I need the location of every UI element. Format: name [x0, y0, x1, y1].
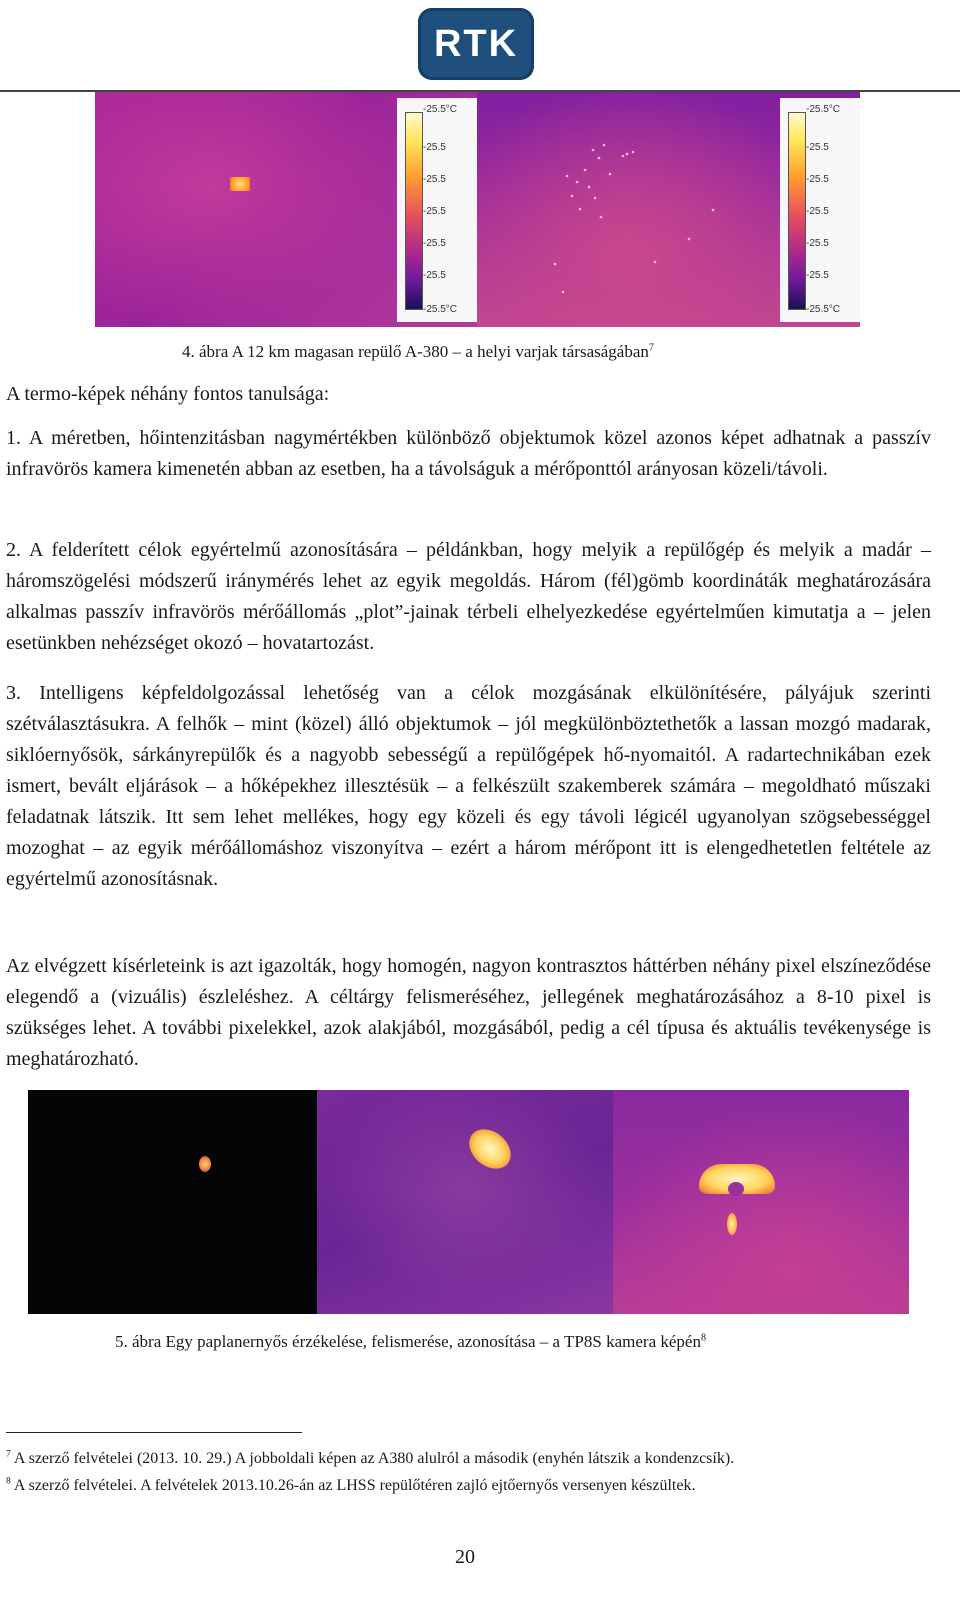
- logo-text: RTK: [433, 23, 519, 65]
- scale-label: -25.5°C: [806, 304, 841, 315]
- scale-label: -25.5°C: [423, 104, 458, 115]
- footnote-text: A szerző felvételei (2013. 10. 29.) A jobboldali képen az A380 alulról a második (enyhén látszik a kondenzcsík).: [13, 1450, 735, 1467]
- scale-label: -25.5: [423, 174, 446, 185]
- scale-label: -25.5: [806, 142, 829, 153]
- thermal-image-hotspot: [95, 92, 477, 327]
- scale-label: -25.5: [423, 238, 446, 249]
- detection-blob: [199, 1156, 211, 1172]
- paragraph-3: 3. Intelligens képfeldolgozással lehetőség van a célok mozgásának elkülönítésére, pályájuk szerinti szétválasztásukra. A felhők – mint (közel) álló objektumok – jól megkülönböztethetők a lassan mozgó madarak, siklóernyősök, sárkányrepülők és a nagyobb sebességű a repülőgépek hő-nyomaitól. A radartechnikában ezek ismert, bevált eljárások – a hőképekhez illesztésük – a felkészült szakemberek számára – megoldható műszaki feladatnak látszik. Itt sem lehet mellékes, hogy egy közeli és egy távoli légicél ugyanolyan szögsebességgel mozoghat – az egyik mérőállomáshoz viszonyítva – ezért a három mérőpont itt is elengedhetetlen feltétele az egyértelmű azonosításnak.: [6, 682, 931, 890]
- footnote-divider: [6, 1432, 302, 1433]
- scale-label: -25.5: [806, 270, 829, 281]
- colorbar: [405, 112, 423, 310]
- footnote-text: A szerző felvételei. A felvételek 2013.10.26-án az LHSS repülőtéren zajló ejtőernyős versenyen készültek.: [13, 1477, 696, 1494]
- scale-label: -25.5°C: [423, 304, 458, 315]
- scale-label: -25.5: [806, 174, 829, 185]
- scale-label: -25.5: [423, 270, 446, 281]
- footnote-number: 7: [6, 1448, 11, 1460]
- footnote-ref: 8: [700, 1332, 707, 1344]
- canopy-notch: [728, 1182, 744, 1196]
- scale-label: -25.5: [423, 142, 446, 153]
- paragraph-4: Az elvégzett kísérleteink is azt igazolták, hogy homogén, nagyon kontrasztos háttérben néhány pixel elszíneződése elegendő a (vizuális) észleléshez. A céltárgy felismeréséhez, jellegének meghatározásához a 8-10 pixel is szükséges lehet. A további pixelekkel, azok alakjából, mozgásából, pedig a cél típusa és aktuális tevékenysége is meghatározható.: [6, 955, 931, 1070]
- scale-label: -25.5: [423, 206, 446, 217]
- temperature-scale-left: [397, 98, 477, 322]
- paraglider-pilot: [727, 1213, 737, 1235]
- rtk-logo: [418, 8, 534, 80]
- aircraft-hotspot: [230, 177, 250, 191]
- caption-text: 5. ábra Egy paplanernyős érzékelése, felismerése, azonosítása – a TP8S kamera képén: [115, 1332, 701, 1351]
- paragraph-1: 1. A méretben, hőintenzitásban nagymértékben különböző objektumok közel azonos képet adhatnak a passzív infravörös kamera kimenetén abban az esetben, ha a távolságuk a mérőponttól arányosan közeli/távoli.: [6, 427, 931, 480]
- recognition-blob: [461, 1121, 518, 1177]
- thermal-image-birds: [477, 92, 860, 327]
- figure-5-caption: [115, 1332, 706, 1352]
- scale-label: -25.5: [806, 206, 829, 217]
- temperature-scale-right: [780, 98, 860, 322]
- paraglider-recognition-image: [317, 1090, 613, 1314]
- colorbar: [788, 112, 806, 310]
- paraglider-detection-image: [28, 1090, 317, 1314]
- page-number: 20: [455, 1546, 475, 1568]
- figure-4-caption: [182, 342, 654, 362]
- scale-label: -25.5: [806, 238, 829, 249]
- footnote-7: [6, 1450, 734, 1468]
- section-intro: A termo-képek néhány fontos tanulsága:: [6, 383, 330, 405]
- scale-label: -25.5°C: [806, 104, 841, 115]
- paraglider-identification-image: [613, 1090, 909, 1314]
- footnote-ref: 7: [648, 342, 654, 354]
- footnote-number: 8: [6, 1475, 11, 1487]
- paragraph-2: 2. A felderített célok egyértelmű azonosítására – példánkban, hogy melyik a repülőgép és melyik a madár – háromszögelési módszerű iránymérés lehet az egyik megoldás. Három (fél)gömb koordináták meghatározására alkalmas passzív infravörös mérőállomás „plot”-jainak térbeli elhelyezkedése egyértelműen kimutatja a – jelen esetünkben nehézséget okozó – hovatartozást.: [6, 539, 931, 654]
- footnote-8: [6, 1477, 695, 1495]
- caption-text: 4. ábra A 12 km magasan repülő A-380 – a helyi varjak társaságában: [182, 342, 649, 361]
